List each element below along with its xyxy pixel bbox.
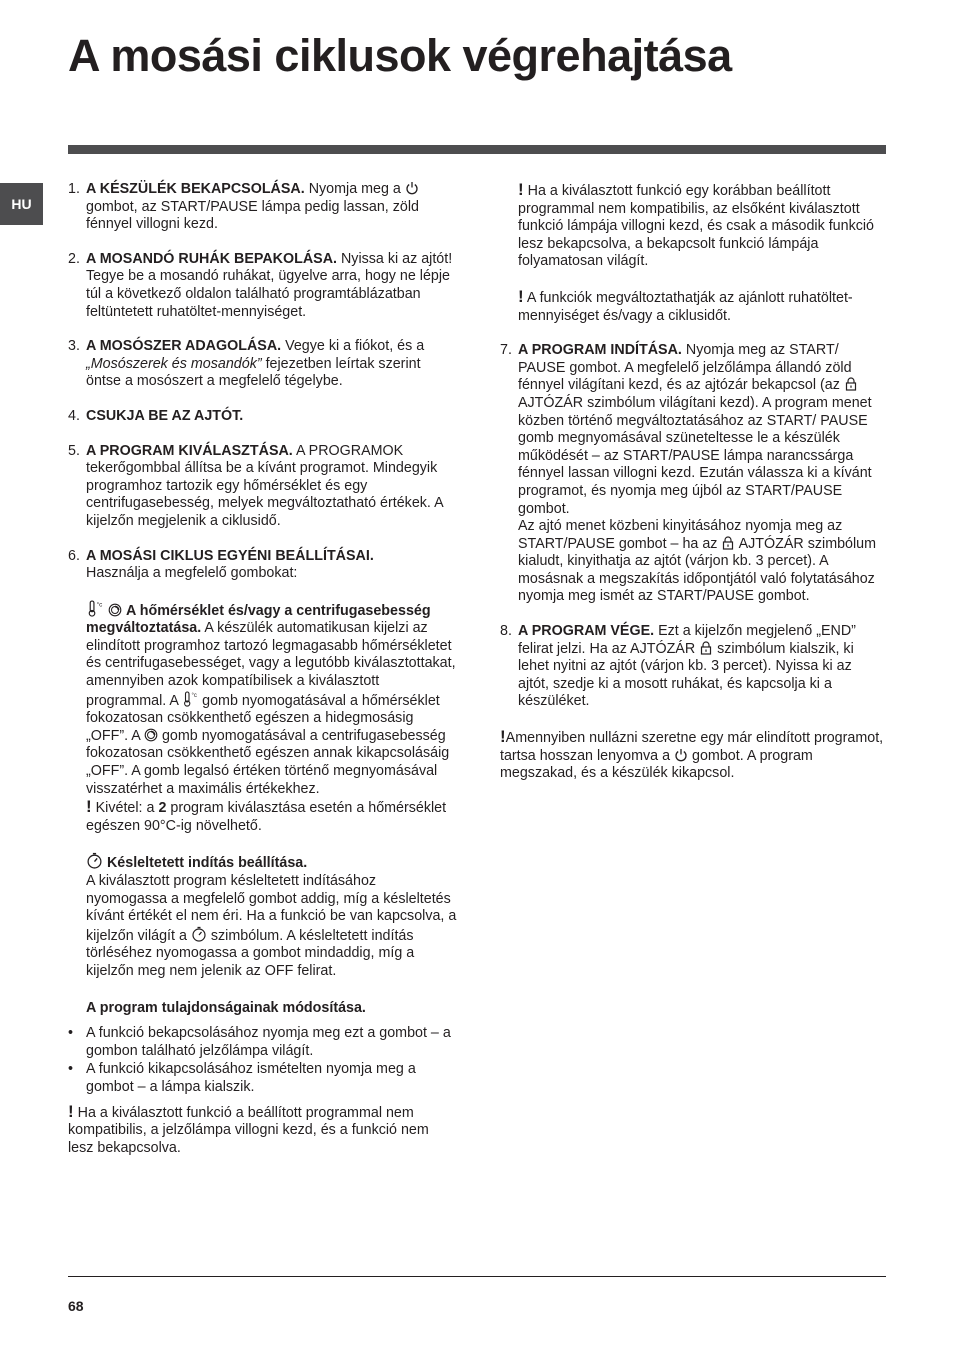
warning-mark: !: [518, 180, 524, 199]
step-heading: A MOSÁSI CIKLUS EGYÉNI BEÁLLÍTÁSAI.: [86, 547, 374, 564]
warning-text: Ha a kiválasztott funkció egy korábban beállított programmal nem kompatibilis, az elsőként kiválasztott funkció lámpája villogni kezd, és csak a második funkció lesz bekapcsolva, a bekapcsolt funkció lámpája folyamatosan világít.: [518, 183, 875, 270]
thermometer-icon: [86, 600, 104, 617]
section-text: A készülék automatikusan kijelzi az elindított programhoz tartozó legmagasabb hőmérsékletet és centrifugasebességet, vagy a legutóbb kiválasztottakat, amennyiben azok kompatíbilisek a kiválasztott programmal. A: [86, 620, 456, 709]
delay-timer-icon: [86, 852, 103, 869]
step-text: fejezetben leírtak szerint öntse a mosószert a megfelelő tégelybe.: [86, 355, 421, 390]
temperature-spin-section: [86, 600, 458, 836]
step-8: [500, 623, 886, 711]
step-number: 4.: [68, 407, 80, 424]
step-7: [500, 342, 886, 606]
step-number: 2.: [68, 250, 80, 267]
step-heading: A PROGRAM KIVÁLASZTÁSA.: [86, 442, 293, 459]
language-tab: HU: [0, 183, 43, 225]
step-text: Nyomja meg a: [304, 181, 405, 197]
svg-text:°c: °c: [96, 601, 103, 609]
door-lock-icon: [844, 377, 858, 391]
step-text: Ezt a kijelzőn megjelenő „END” felirat jelzi. Ha az AJTÓZÁR: [518, 623, 856, 657]
exception-text: Kivétel: a: [91, 800, 159, 817]
door-lock-icon: [721, 536, 735, 550]
list-item: • A funkció kikapcsolásához ismételten nyomja meg a gombot – a lámpa kialszik.: [86, 1061, 458, 1096]
step-heading: A PROGRAM INDÍTÁSA.: [518, 342, 682, 359]
bullet-list: [68, 1025, 458, 1096]
step-heading: A PROGRAM VÉGE.: [518, 623, 655, 640]
page-title: A mosási ciklusok végrehajtása: [68, 30, 732, 81]
step-heading: A MOSANDÓ RUHÁK BEPAKOLÁSA.: [86, 250, 337, 267]
section-text: A kiválasztott program késleltetett indításához nyomogassa a megfelelő gombot addig, míg a késleltetés kívánt értékét el nem éri. Ha a funkció be van kapcsolva, a kijelzőn világít a: [86, 873, 457, 944]
step-text: AJTÓZÁR szimbólum világítani kezd). A program menet közben történő megváltoztatásához az START/ PAUSE gomb megnyomásával szüneteltesse le a készülék működését – az START/PAUSE lámpa narancssárga fénnyel lassan villogni kezd. Ezután válassza ki a kívánt programot, és nyomja meg újból az START/PAUSE gombot.: [518, 394, 872, 517]
section-heading: Késleltetett indítás beállítása.: [106, 855, 308, 872]
step-number: 6.: [68, 547, 80, 564]
step-text: Használja a megfelelő gombokat:: [86, 565, 298, 582]
power-icon: [674, 748, 688, 762]
section-heading: A program tulajdonságainak módosítása.: [86, 999, 366, 1016]
step-4: [68, 408, 458, 426]
step-2: [68, 251, 458, 321]
list-item: • A funkció bekapcsolásához nyomja meg ezt a gombot – a gombon található jelzőlámpa világít.: [86, 1025, 458, 1060]
warning-mark: !: [68, 1101, 74, 1121]
delay-timer-icon: [191, 926, 207, 942]
warning-note: [68, 1103, 458, 1158]
delay-start-section: [86, 852, 458, 980]
step-text: Nyissa ki az ajtót! Tegye be a mosandó ruhákat, ügyelve arra, hogy ne lépje túl a következő oldalon található programtáblázatban feltüntetett ruhatöltet-mennyiséget.: [86, 250, 453, 320]
door-lock-icon: [699, 641, 713, 655]
warning-note: [500, 288, 886, 325]
reset-text: Amennyiben nullázni szeretne egy már elindított programot, tartsa hosszan lenyomva a: [500, 730, 884, 764]
section-text: szimbólum. A késleltetett indítás törléséhez nyomogassa a gombot mindaddig, míg a kijelzőn meg nem jelenik az OFF felirat.: [86, 927, 415, 979]
step-heading: A KÉSZÜLÉK BEKAPCSOLÁSA.: [86, 181, 305, 197]
list-item-text: A funkció kikapcsolásához ismételten nyomja meg a gombot – a lámpa kialszik.: [86, 1061, 416, 1095]
step-text: Az ajtó menet közbeni kinyitásához nyomja meg az START/PAUSE gombot – ha az: [518, 518, 843, 552]
warning-note: [500, 181, 886, 271]
exception-text: program kiválasztása esetén a hőmérséklet egészen 90°C-ig növelhető.: [86, 800, 447, 834]
section-heading: A hőmérséklet és/vagy a centrifugasebesség megváltoztatása.: [86, 602, 431, 637]
step-number: 5.: [68, 442, 80, 459]
step-heading: A MOSÓSZER ADAGOLÁSA.: [86, 338, 282, 355]
power-icon: [405, 181, 419, 195]
step-text: Vegye ki a fiókot, és a: [281, 338, 425, 355]
reset-note: [500, 728, 886, 783]
modify-section: [68, 999, 458, 1158]
warning-text: A funkciók megváltoztathatják az ajánlott ruhatöltet-mennyiséget és/vagy a ciklusidőt.: [518, 289, 853, 324]
step-text: A PROGRAMOK tekerőgombbal állítsa be a kívánt programot. Mindegyik programhoz tartozik egy hőmérséklet és egy centrifugasebesség, melyek megváltoztatható értékek. A kijelzőn megjelenik a ciklusidő.: [86, 442, 443, 529]
step-text: AJTÓZÁR szimbólum kialudt, kinyithatja az ajtót (várjon kb. 3 percet). A mosásnak a megszakítás időpontjától való folytatásához nyomja meg ismét az START/PAUSE gombot.: [518, 535, 877, 605]
svg-text:°c: °c: [191, 692, 198, 699]
thermometer-icon: [182, 691, 198, 707]
step-5: [68, 443, 458, 531]
step-number: 3.: [68, 338, 80, 355]
reset-text: gombot. A program megszakad, és a készülék kikapcsol.: [500, 747, 813, 782]
step-text: gombot, az START/PAUSE lámpa pedig lassan, zöld fénnyel villogni kezd.: [86, 198, 419, 233]
chapter-reference: „Mosószerek és mosandók”: [86, 355, 262, 372]
step-text: Nyomja meg az START/ PAUSE gombot. A megfelelő jelzőlámpa állandó zöld fénnyel világítani kezd, és az ajtózár bekapcsol (az: [518, 342, 852, 394]
spin-icon: [108, 603, 122, 617]
step-1: [68, 181, 458, 234]
left-column: [68, 181, 458, 1174]
program-number: 2: [158, 800, 167, 817]
step-number: 8.: [500, 623, 512, 640]
warning-text: Ha a kiválasztott funkció a beállított programmal nem kompatibilis, a jelzőlámpa villogni kezd, és a funkció nem lesz bekapcsolva.: [68, 1104, 429, 1156]
page-number: 68: [68, 1298, 84, 1314]
warning-mark: !: [86, 797, 92, 817]
spin-icon: [144, 728, 158, 742]
right-column: [500, 181, 886, 783]
section-text: gomb nyomogatásával a centrifugasebesség fokozatosan csökkenthető egészen annak kikapcsolásáig „OFF”. A gomb legalsó értéken történő megnyomásával visszatérhet a maximális értékekhez.: [86, 727, 450, 797]
warning-mark: !: [500, 727, 506, 747]
list-item-text: A funkció bekapcsolásához nyomja meg ezt a gombot – a gombon található jelzőlámpa világít.: [86, 1025, 451, 1059]
step-number: 7.: [500, 342, 512, 359]
step-6: [68, 548, 458, 1158]
step-heading: CSUKJA BE AZ AJTÓT.: [86, 407, 244, 424]
footer-divider: [68, 1276, 886, 1277]
step-number: 1.: [68, 181, 80, 197]
section-text: gomb nyomogatásával a hőmérséklet fokozatosan csökkenthető egészen a hidegmosásig „OFF”. A: [86, 692, 440, 744]
step-3: [68, 338, 458, 391]
warning-mark: !: [518, 286, 524, 306]
step-text: szimbólum kialszik, ki lehet nyitni az ajtót (várjon kb. 3 percet). Nyissa ki az ajtót, szedje ki a mosott ruhákat, és kapcsolja ki a készüléket.: [518, 640, 854, 710]
header-divider: [68, 145, 886, 154]
